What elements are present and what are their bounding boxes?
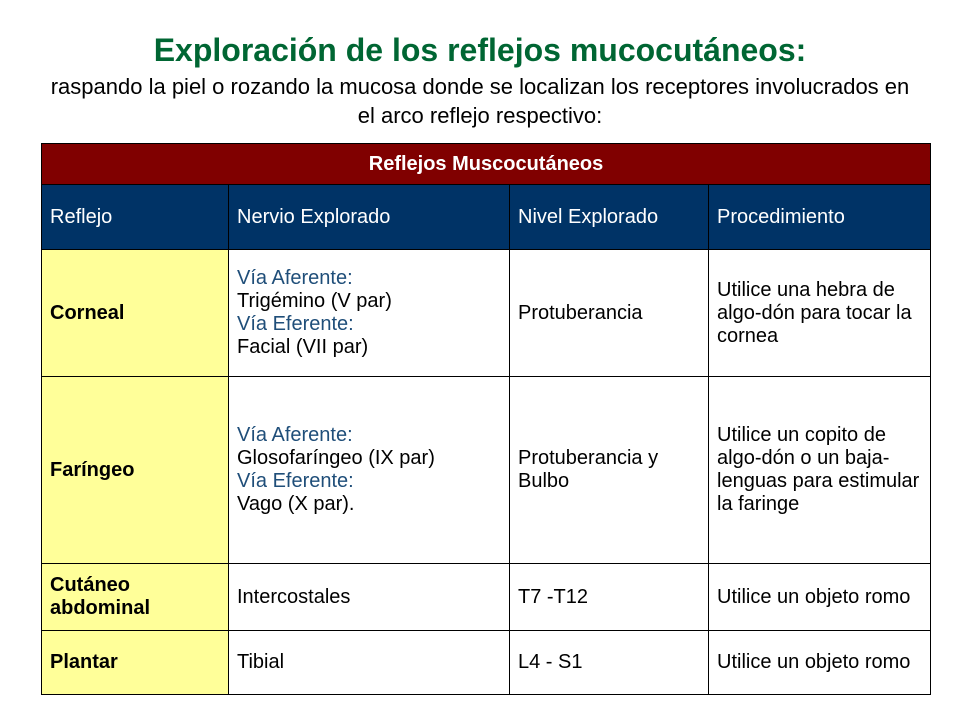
- efferent-label: Vía Eferente:: [237, 313, 354, 335]
- reflexes-table: [41, 143, 931, 695]
- column-header-reflejo: Reflejo: [42, 185, 229, 250]
- efferent-nerve: Vago (X par).: [237, 493, 355, 515]
- page-title: Exploración de los reflejos mucocutáneos:: [153, 32, 807, 68]
- table-row: [42, 377, 931, 564]
- procedure-cell: Utilice una hebra de algo-dón para tocar la cornea: [709, 250, 931, 377]
- efferent-nerve: Facial (VII par): [237, 336, 369, 358]
- table-banner: Reflejos Muscocutáneos: [42, 144, 931, 185]
- nerve-cell: [229, 250, 510, 377]
- table-row: [42, 564, 931, 631]
- level-cell: T7 -T12: [510, 564, 709, 631]
- table-header-row: [42, 185, 931, 250]
- reflex-name-cell: Plantar: [42, 631, 229, 695]
- level-cell: Protuberancia y Bulbo: [510, 377, 709, 564]
- procedure-cell: Utilice un objeto romo: [709, 564, 931, 631]
- reflex-name-cell: Cutáneo abdominal: [42, 564, 229, 631]
- procedure-cell: Utilice un objeto romo: [709, 631, 931, 695]
- nerve-cell: Tibial: [229, 631, 510, 695]
- procedure-cell: Utilice un copito de algo-dón o un baja-lenguas para estimular la faringe: [709, 377, 931, 564]
- nerve-cell: Intercostales: [229, 564, 510, 631]
- column-header-nervio: Nervio Explorado: [229, 185, 510, 250]
- efferent-label: Vía Eferente:: [237, 470, 354, 492]
- afferent-nerve: Glosofaríngeo (IX par): [237, 447, 435, 469]
- reflex-name-cell: Corneal: [42, 250, 229, 377]
- column-header-nivel: Nivel Explorado: [510, 185, 709, 250]
- afferent-label: Vía Aferente:: [237, 424, 353, 446]
- table-row: [42, 631, 931, 695]
- title-block: [0, 30, 960, 130]
- reflex-name-cell: Faríngeo: [42, 377, 229, 564]
- level-cell: L4 - S1: [510, 631, 709, 695]
- column-header-procedimiento: Procedimiento: [709, 185, 931, 250]
- table-banner-row: [42, 144, 931, 185]
- afferent-nerve: Trigémino (V par): [237, 290, 392, 312]
- level-cell: Protuberancia: [510, 250, 709, 377]
- nerve-cell: [229, 377, 510, 564]
- page-subtitle: raspando la piel o rozando la mucosa donde se localizan los receptores involucrados en el arco reflejo respectivo:: [50, 74, 910, 128]
- table-row: [42, 250, 931, 377]
- afferent-label: Vía Aferente:: [237, 267, 353, 289]
